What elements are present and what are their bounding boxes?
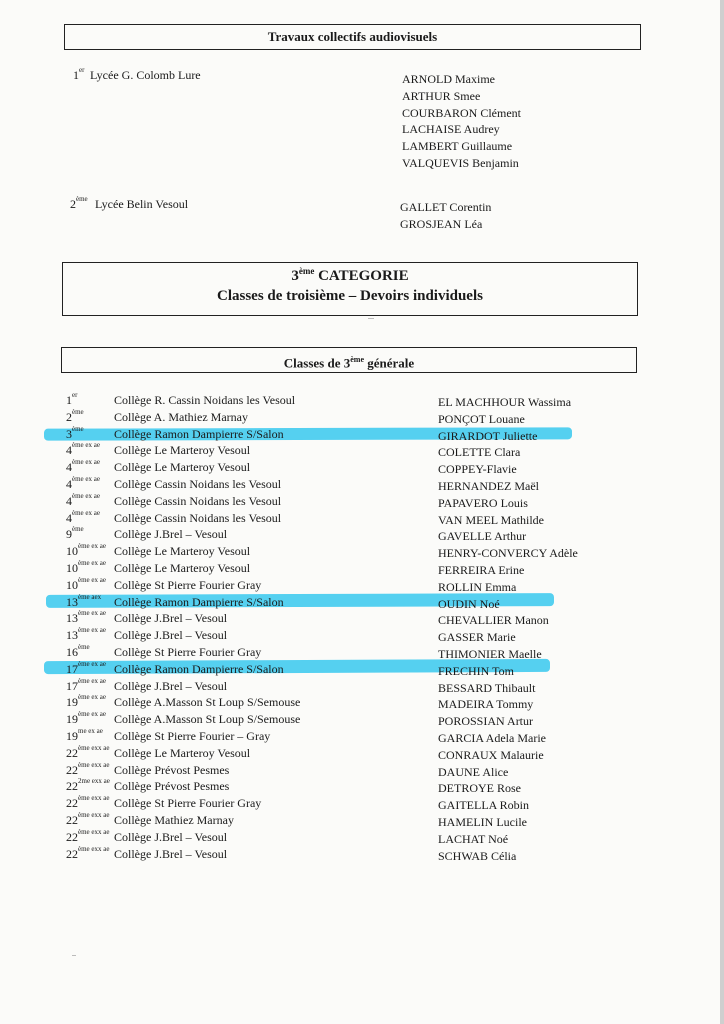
school-cell: Collège Ramon Dampierre S/Salon xyxy=(114,427,284,441)
student-name-cell: GAITELLA Robin xyxy=(438,798,529,812)
student-name-cell: FERREIRA Erine xyxy=(438,563,525,577)
rank-cell: 3ème xyxy=(66,425,84,441)
school-cell: Collège A. Mathiez Marnay xyxy=(114,410,248,424)
rank-cell: $19^{me ex ae}$ xyxy=(66,727,103,743)
student-name-cell: SCHWAB Célia xyxy=(438,849,517,863)
school-cell: Collège Prévost Pesmes xyxy=(114,779,230,793)
student-name-cell: HAMELIN Lucile xyxy=(438,815,527,829)
rank-cell: $4^{ème ex ae}$ xyxy=(66,458,100,474)
student-name: GALLET Corentin xyxy=(400,200,492,214)
rank-cell: $19^{ème ex ae}$ xyxy=(66,710,106,726)
rank-cell: $17^{ème ex ae}$ xyxy=(66,677,106,693)
scan-mark xyxy=(72,955,76,956)
school-cell: Collège J.Brel – Vesoul xyxy=(114,847,228,861)
rank-cell: $19^{ème ex ae}$ xyxy=(66,693,106,709)
school-cell: Collège Le Marteroy Vesoul xyxy=(114,746,251,760)
category-title: 3ème CATEGORIE xyxy=(291,266,409,284)
student-name-cell: POROSSIAN Artur xyxy=(438,714,534,728)
student-name-cell: OUDIN Noé xyxy=(438,597,500,611)
student-name-cell: GARCIA Adela Marie xyxy=(438,731,546,745)
school-cell: Collège Cassin Noidans les Vesoul xyxy=(114,511,282,525)
student-name-cell: CONRAUX Malaurie xyxy=(438,748,544,762)
rank-cell: $22^{ème exx ae}$ xyxy=(66,811,110,827)
school-cell: Collège St Pierre Fourier Gray xyxy=(114,645,262,659)
school-cell: Collège Cassin Noidans les Vesoul xyxy=(114,477,282,491)
rank-cell: $10^{ème ex ae}$ xyxy=(66,576,106,592)
student-name-cell: ROLLIN Emma xyxy=(438,580,517,594)
school-cell: Collège Le Marteroy Vesoul xyxy=(114,460,251,474)
student-name-cell: MADEIRA Tommy xyxy=(438,697,534,711)
student-name-cell: DETROYE Rose xyxy=(438,781,521,795)
scan-mark xyxy=(368,318,374,319)
student-name-cell: COLETTE Clara xyxy=(438,445,521,459)
school-cell: Collège St Pierre Fourier Gray xyxy=(114,796,262,810)
student-name-cell: GIRARDOT Juliette xyxy=(438,429,538,443)
rank-cell: $22^{ème exx ae}$ xyxy=(66,761,110,777)
school-cell: Collège J.Brel – Vesoul xyxy=(114,527,228,541)
rank-cell: $4^{ème ex ae}$ xyxy=(66,441,100,457)
school-cell: Collège St Pierre Fourier – Gray xyxy=(114,729,271,743)
school-cell: Collège Le Marteroy Vesoul xyxy=(114,544,251,558)
rank-cell: 9ème xyxy=(66,525,84,541)
rank-cell: 16ème xyxy=(66,643,90,659)
student-name-cell: FRECHIN Tom xyxy=(438,664,514,678)
rank-cell: $10^{ème ex ae}$ xyxy=(66,559,106,575)
rank-cell: $4^{ème ex ae}$ xyxy=(66,492,100,508)
rank-cell: $22^{2me exx ae}$ xyxy=(66,777,110,793)
student-name: LAMBERT Guillaume xyxy=(402,139,513,154)
entry-school: Lycée G. Colomb Lure xyxy=(90,68,201,82)
section-header-3e-generale xyxy=(61,347,637,373)
rank-cell: $4^{ème ex ae}$ xyxy=(66,509,100,525)
rank-cell: $13^{ème aex}$ xyxy=(66,593,102,609)
entry-school: Lycée Belin Vesoul xyxy=(95,197,189,211)
student-name-cell: GASSER Marie xyxy=(438,630,516,644)
school-cell: Collège J.Brel – Vesoul xyxy=(114,679,228,693)
student-name-cell: COPPEY-Flavie xyxy=(438,462,517,476)
school-cell: Collège J.Brel – Vesoul xyxy=(114,628,228,642)
student-name-cell: CHEVALLIER Manon xyxy=(438,613,549,627)
entry-rank: 1er xyxy=(73,66,85,82)
school-cell: Collège A.Masson St Loup S/Semouse xyxy=(114,695,301,709)
school-cell: Collège Prévost Pesmes xyxy=(114,763,230,777)
student-name-cell: HENRY-CONVERCY Adèle xyxy=(438,546,578,560)
rank-cell: $22^{ème exx ae}$ xyxy=(66,845,110,861)
student-name-cell: BESSARD Thibault xyxy=(438,681,536,695)
student-name: ARNOLD Maxime xyxy=(402,72,495,86)
school-cell: Collège Le Marteroy Vesoul xyxy=(114,443,251,457)
rank-cell: $22^{ème exx ae}$ xyxy=(66,828,110,844)
rank-cell: $22^{ème exx ae}$ xyxy=(66,794,110,810)
student-name: VALQUEVIS Benjamin xyxy=(402,155,519,170)
category-subtitle: Classes de troisième – Devoirs individuels xyxy=(217,288,483,304)
student-name: COURBARON Clément xyxy=(402,105,522,120)
rank-cell: $17^{ème ex ae}$ xyxy=(66,660,106,676)
student-name-cell: GAVELLE Arthur xyxy=(438,529,527,543)
student-name-cell: EL MACHHOUR Wassima xyxy=(438,395,572,409)
section-title: Classes de 3ème générale xyxy=(283,355,415,371)
student-name-cell: HERNANDEZ Maël xyxy=(438,479,539,493)
rank-cell: $22^{ème exx ae}$ xyxy=(66,744,110,760)
student-name-cell: LACHAT Noé xyxy=(438,832,509,846)
rank-cell: 2ème xyxy=(66,408,84,424)
school-cell: Collège Ramon Dampierre S/Salon xyxy=(114,595,284,609)
student-name-cell: PONÇOT Louane xyxy=(438,412,525,426)
school-cell: Collège Le Marteroy Vesoul xyxy=(114,561,251,575)
student-name: ARTHUR Smee xyxy=(402,88,481,103)
school-cell: Collège St Pierre Fourier Gray xyxy=(114,578,262,592)
student-name-cell: THIMONIER Maelle xyxy=(438,647,542,661)
section-header-audiovisuel xyxy=(64,24,641,50)
school-cell: Collège Mathiez Marnay xyxy=(114,813,234,827)
rank-cell: $10^{ème ex ae}$ xyxy=(66,542,106,558)
school-cell: Collège J.Brel – Vesoul xyxy=(114,830,228,844)
school-cell: Collège A.Masson St Loup S/Semouse xyxy=(114,712,301,726)
rank-cell: 1er xyxy=(66,391,78,407)
school-cell: Collège R. Cassin Noidans les Vesoul xyxy=(114,393,296,407)
rank-cell: $13^{ème ex ae}$ xyxy=(66,609,106,625)
section-title: Travaux collectifs audiovisuels xyxy=(267,29,438,44)
school-cell: Collège Cassin Noidans les Vesoul xyxy=(114,494,282,508)
student-name: GROSJEAN Léa xyxy=(400,216,483,231)
entry-rank: 2ème xyxy=(70,195,88,211)
category-box xyxy=(62,262,638,316)
page-edge xyxy=(720,0,724,1024)
rank-cell: $13^{ème ex ae}$ xyxy=(66,626,106,642)
student-name: LACHAISE Audrey xyxy=(402,122,500,137)
entry-names-1 xyxy=(402,71,521,172)
school-cell: Collège J.Brel – Vesoul xyxy=(114,611,228,625)
entry-names-2 xyxy=(400,199,491,233)
school-cell: Collège Ramon Dampierre S/Salon xyxy=(114,662,284,676)
rank-cell: $4^{ème ex ae}$ xyxy=(66,475,100,491)
student-name-cell: VAN MEEL Mathilde xyxy=(438,513,544,527)
student-name-cell: DAUNE Alice xyxy=(438,765,509,779)
student-name-cell: PAPAVERO Louis xyxy=(438,496,528,510)
